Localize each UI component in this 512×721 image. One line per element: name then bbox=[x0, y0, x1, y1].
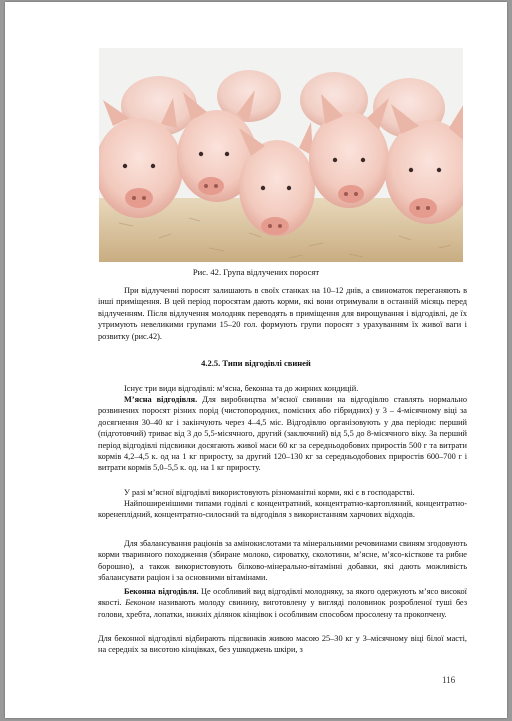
types-paragraph: Існує три види відгодівлі: м’ясна, беконна та до жирних кондицій. bbox=[124, 384, 359, 393]
piglets-illustration bbox=[99, 48, 463, 262]
page-number: 116 bbox=[442, 675, 456, 685]
section-heading: 4.2.5. Типи відгодівлі свиней bbox=[201, 358, 311, 368]
meat-fattening-paragraph bbox=[98, 394, 467, 474]
last-paragraph: Для беконної відгодівлі відбирають підсвинків живою масою 25–30 кг у 3–місячному віці білої масті, на середніх за висотою кінцівках, без ушкоджень шкіри, з bbox=[98, 634, 467, 655]
feed-types-paragraph: Найпоширенішими типами годівлі є концентратний, концентратно-картопляний, концентратно-коренеплідний, концентратно-силосний та відгодівля з використанням харчових відходів. bbox=[98, 499, 467, 520]
feeds-paragraph: У разі м’ясної відгодівлі використовують різноманітні корми, які є в господарстві. bbox=[124, 488, 415, 497]
intro-paragraph: При відлученні поросят залишають в своїх станках на 10–12 днів, а свиноматок переганяють в інші приміщення. В цей період поросятам дають корми, які вони отримували в останній місяць перед відлученням. Після відлучення молодняк переводять в приміщення для вирощування і відгодівлі, де їх утримують невеликими групами 15–20 гол. формують групи поросят з урахуванням їх живої ваги і розвитку (рис.42). bbox=[98, 286, 467, 341]
piglets-photo bbox=[99, 48, 463, 262]
document-page bbox=[5, 2, 507, 718]
bacon-text-1: Це особливий вид відгодівлі молодняку, за якого одержують м’ясо високої якості. bbox=[98, 587, 467, 608]
balance-paragraph: Для збалансування раціонів за амінокислотами та мінеральними речовинами свиням згодовують корми тваринного походження (збиране молоко, сироватку, сколотини, м’ясне, м’ясо-кісткове та рибне борошно), а також використовують білково-мінерально-вітамінні добавки, які дають можливість збалансувати раціон і за основними вітамінами. bbox=[98, 539, 467, 583]
bacon-word: Беконом bbox=[125, 598, 155, 608]
bacon-text-2: називають молоду свинину, виготовлену у вигляді половинок розробленої туші без голови, хребта, лопатки, нижніх ділянок кінцівок і особливим способом просолену та прокопчену. bbox=[98, 598, 467, 619]
bacon-fattening-paragraph bbox=[98, 586, 467, 620]
figure-caption: Рис. 42. Група відлучених поросят bbox=[192, 267, 320, 277]
meat-fattening-term: М’ясна відгодівля. bbox=[124, 395, 198, 404]
bacon-fattening-term: Беконна відгодівля. bbox=[124, 587, 199, 596]
meat-fattening-text: Для виробництва м’ясної свинини на відгодівлю ставлять нормально розвинених поросят різних порід (чистопородних, помісних або гібридних) у 3 – 4-місячному віці за досягнення 30–40 кг і закінчують через 4–4,5 міс. Відгодівлю організовують у два періоди: перший (підготовчий) триває від 3 до 5,5-місячного, другий (заключний) від 5,5 до 8-місячного віку. За перший період відгодівлі підсвинки досягають живої маси 60 кг за середньодобових приростів 500 г та витрати кормів 4,2–4,5 к. од на 1 кг приросту, за другий 120–130 кг за середньодобових приростів 600–700 г і витрати кормів 5,0–5,5 к. од. на 1 кг приросту. bbox=[98, 395, 467, 473]
